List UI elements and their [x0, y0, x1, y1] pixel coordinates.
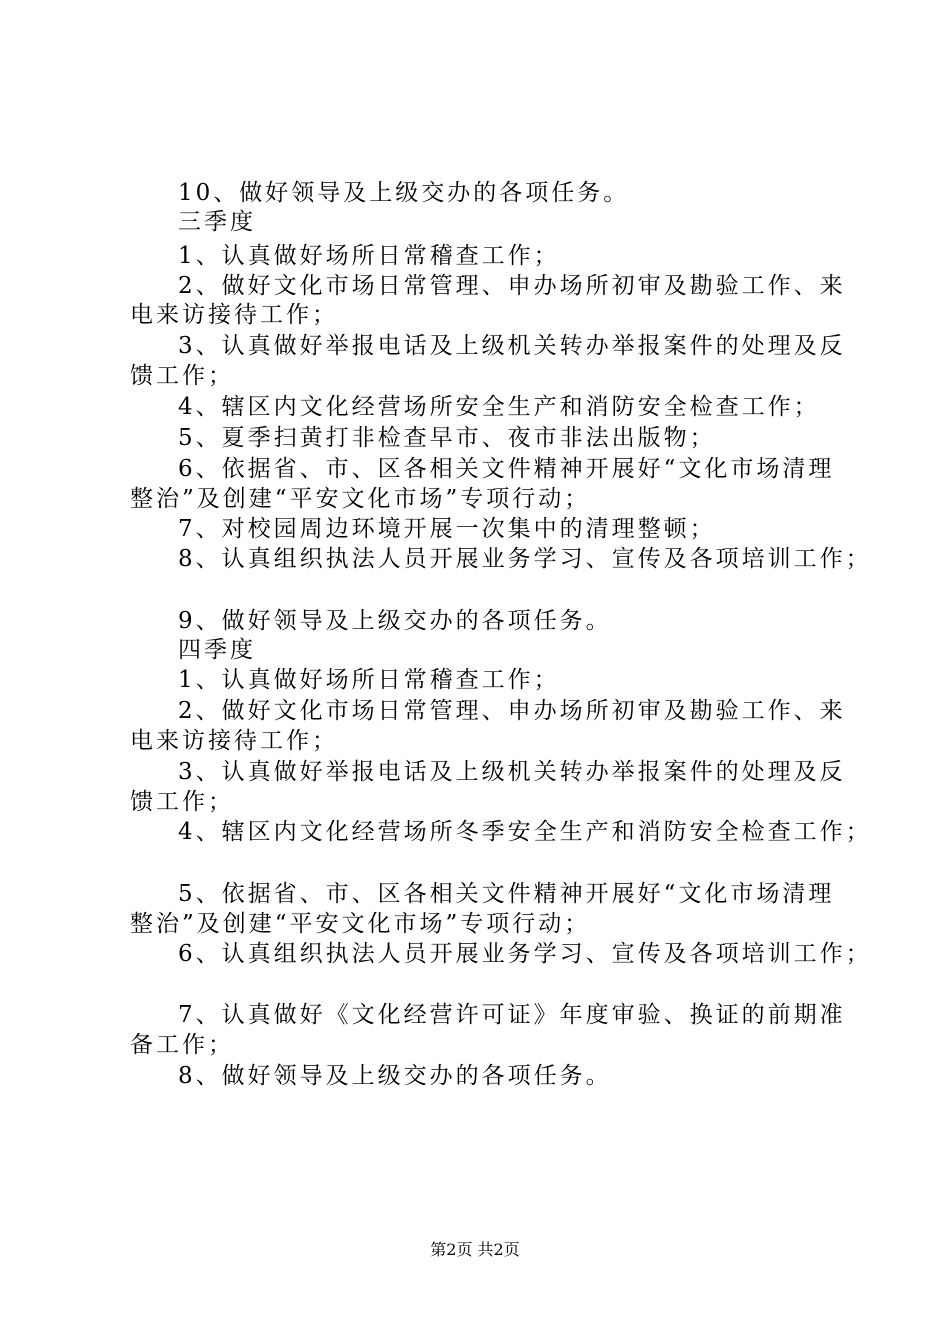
text-line: 9、做好领导及上级交办的各项任务。	[178, 608, 612, 634]
text-line: 电来访接待工作；	[130, 728, 338, 754]
text-line: 1、认真做好场所日常稽查工作；	[178, 243, 560, 269]
text-line: 10、做好领导及上级交办的各项任务。	[178, 180, 630, 206]
text-line: 馈工作；	[130, 363, 234, 389]
text-line: 馈工作；	[130, 789, 234, 815]
page-footer: 第2页 共2页	[430, 1240, 520, 1259]
text-line: 2、做好文化市场日常管理、申办场所初审及勘验工作、来	[178, 273, 846, 299]
text-line: 5、夏季扫黄打非检查早市、夜市非法出版物；	[178, 425, 716, 451]
text-line: 3、认真做好举报电话及上级机关转办举报案件的处理及反	[178, 759, 846, 785]
text-line: 4、辖区内文化经营场所冬季安全生产和消防安全检查工作；	[178, 819, 872, 845]
text-line: 4、辖区内文化经营场所安全生产和消防安全检查工作；	[178, 394, 820, 420]
text-line: 备工作；	[130, 1032, 234, 1058]
section-heading: 三季度	[178, 209, 256, 235]
text-line: 5、依据省、市、区各相关文件精神开展好“文化市场清理	[178, 881, 835, 907]
text-line: 电来访接待工作；	[130, 302, 338, 328]
text-line: 3、认真做好举报电话及上级机关转办举报案件的处理及反	[178, 333, 846, 359]
text-line: 2、做好文化市场日常管理、申办场所初审及勘验工作、来	[178, 698, 846, 724]
text-line: 1、认真做好场所日常稽查工作；	[178, 667, 560, 693]
text-line: 整治”及创建“平安文化市场”专项行动；	[130, 486, 591, 512]
text-line: 6、依据省、市、区各相关文件精神开展好“文化市场清理	[178, 456, 835, 482]
text-line: 7、认真做好《文化经营许可证》年度审验、换证的前期准	[178, 1002, 846, 1028]
text-line: 6、认真组织执法人员开展业务学习、宣传及各项培训工作；	[178, 941, 872, 967]
text-line: 整治”及创建“平安文化市场”专项行动；	[130, 911, 591, 937]
section-heading: 四季度	[178, 637, 256, 663]
text-line: 7、对校园周边环境开展一次集中的清理整顿；	[178, 516, 716, 542]
text-line: 8、做好领导及上级交办的各项任务。	[178, 1063, 612, 1089]
text-line: 8、认真组织执法人员开展业务学习、宣传及各项培训工作；	[178, 546, 872, 572]
